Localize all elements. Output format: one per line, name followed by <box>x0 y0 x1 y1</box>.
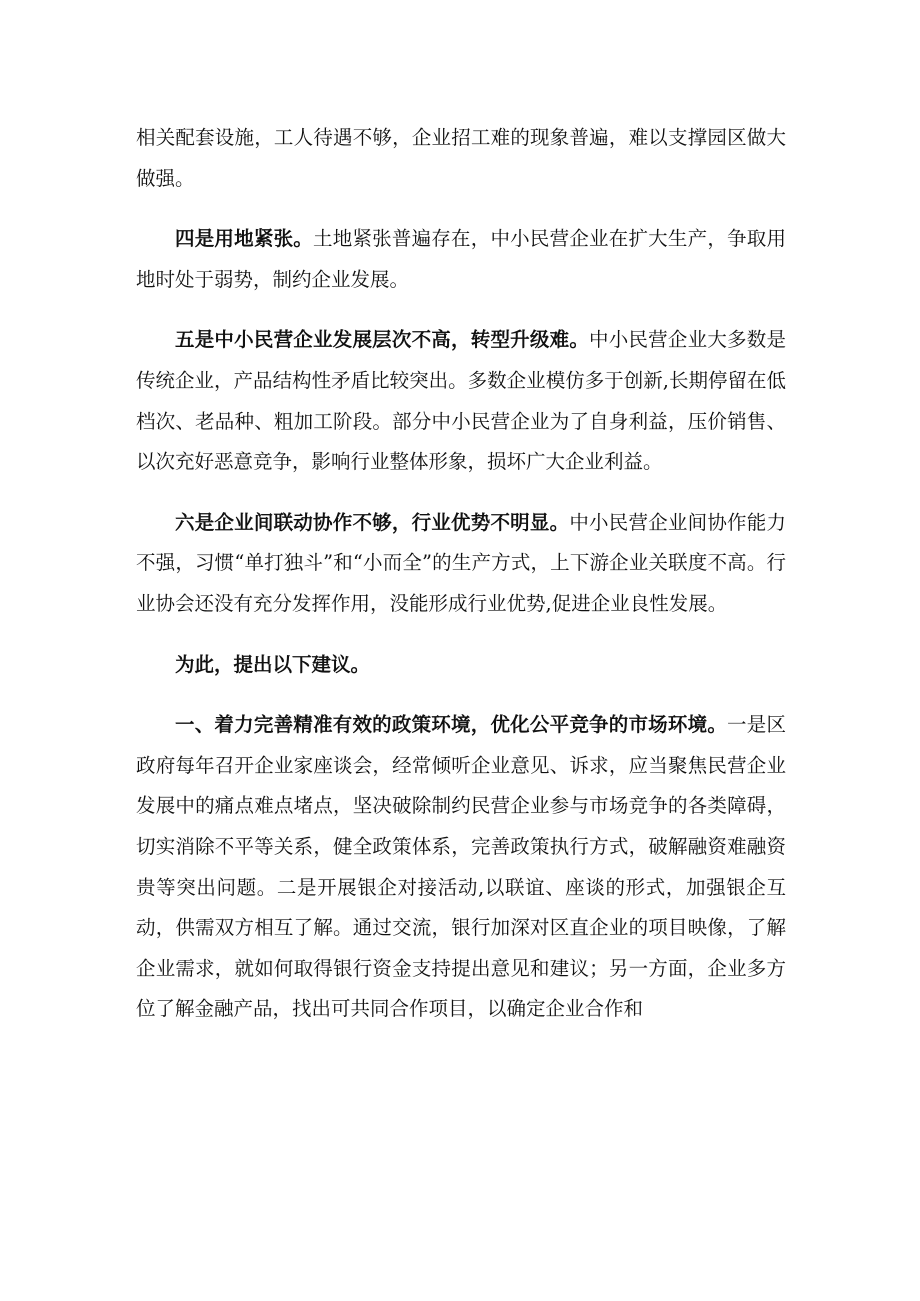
paragraph-land-use <box>136 219 786 300</box>
paragraph-lead: 五是中小民营企业发展层次不高，转型升级难。 <box>175 328 590 352</box>
paragraph-text: 一是区政府每年召开企业家座谈会，经常倾听企业意见、诉求，应当聚焦民营企业发展中的痛点难点堵点，坚决破除制约民营企业参与市场竞争的各类障碍，切实消除不平等关系，健全政策体系，完善政策执行方式，破解融资难融资贵等突出问题。二是开展银企对接活动,以联谊、座谈的形式，加强银企互动，供需双方相互了解。通过交流，银行加深对区直企业的项目映像，了解企业需求，就如何取得银行资金支持提出意见和建议；另一方面，企业多方位了解金融产品，找出可共同合作项目，以确定企业合作和 <box>136 713 786 1021</box>
paragraph-lead: 一、着力完善精准有效的政策环境，优化公平竞争的市场环境。 <box>175 713 728 737</box>
paragraph-text: 土地紧张普遍存在，中小民营企业在扩大生产，争取用地时处于弱势，制约企业发展。 <box>136 227 786 291</box>
paragraph-text: 中小民营企业间协作能力不强，习惯“单打独斗”和“小而全”的生产方式，上下游企业关联度不高。行业协会还没有充分发挥作用，没能形成行业优势,促进企业良性发展。 <box>136 510 786 615</box>
paragraph-text: 中小民营企业大多数是传统企业，产品结构性矛盾比较突出。多数企业模仿多于创新,长期停留在低档次、老品种、粗加工阶段。部分中小民营企业为了自身利益，压价销售、以次充好恶意竞争，影响行业整体形象，损坏广大企业利益。 <box>136 328 786 474</box>
paragraph-lead: 六是企业间联动协作不够，行业优势不明显。 <box>175 510 570 534</box>
paragraph-lead: 为此，提出以下建议。 <box>175 652 371 676</box>
paragraph-continuation <box>136 118 786 199</box>
paragraph-lead: 四是用地紧张。 <box>175 227 314 251</box>
paragraph-text: 相关配套设施，工人待遇不够，企业招工难的现象普遍，难以支撑园区做大做强。 <box>136 126 786 190</box>
paragraph-development-level <box>136 320 786 482</box>
paragraph-suggestions-intro <box>136 645 786 686</box>
document-body <box>136 118 786 1030</box>
paragraph-cooperation <box>136 503 786 625</box>
paragraph-policy-environment <box>136 705 786 1030</box>
